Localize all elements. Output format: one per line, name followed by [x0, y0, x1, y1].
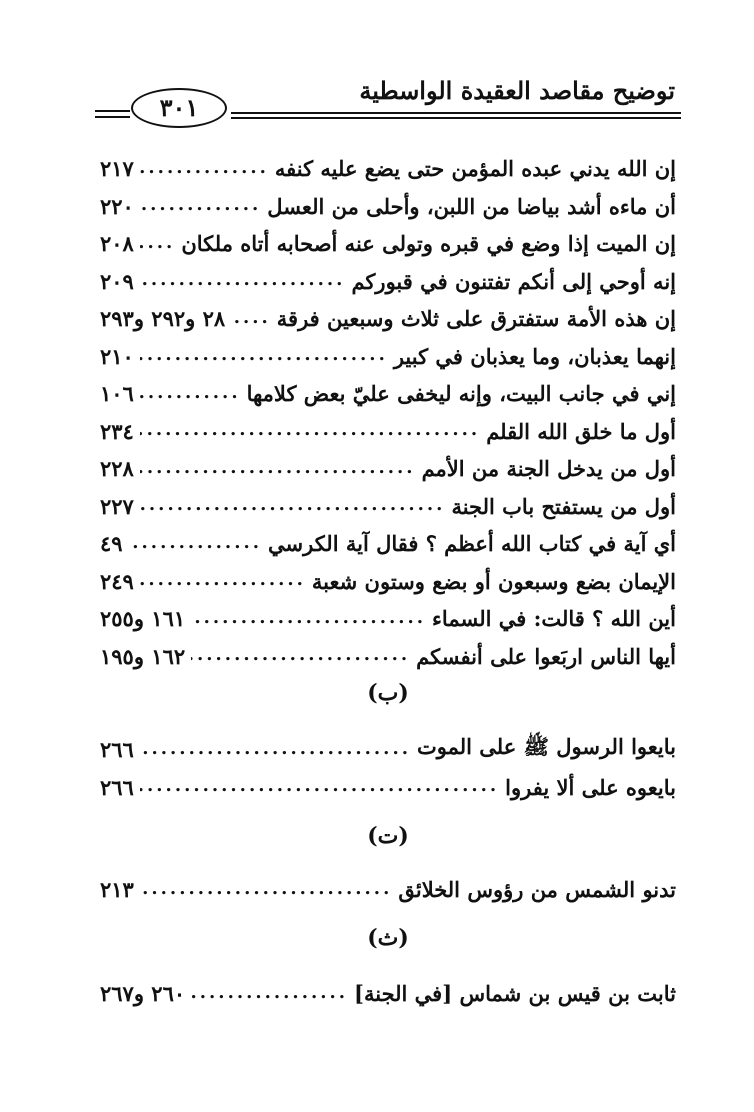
index-entry	[100, 525, 676, 563]
header-rule	[95, 110, 130, 112]
leader-dots	[191, 605, 426, 633]
entry-text: إنهما يعذبان، وما يعذبان في كبير	[393, 343, 676, 369]
index-entry	[100, 263, 676, 301]
entry-page: ٢١٣	[100, 877, 134, 903]
index-entry	[100, 871, 676, 909]
entry-page: ٢١٠	[100, 343, 134, 369]
entry-text: بايعوه على ألا يفروا	[505, 774, 676, 800]
index-entry	[100, 975, 676, 1013]
leader-dots	[140, 417, 480, 445]
leader-dots	[129, 530, 262, 558]
section-heading-ba: (ب)	[367, 680, 409, 706]
index-entry	[100, 150, 676, 188]
leader-dots	[140, 192, 261, 220]
entry-page: ٢٦٠ و٢٦٧	[100, 981, 186, 1007]
index-entry	[100, 188, 676, 226]
entry-text: أول من يدخل الجنة من الأمم	[421, 456, 676, 482]
entry-page: ١٠٦	[100, 381, 134, 407]
entry-page: ٢١٧	[100, 156, 134, 182]
entry-text: الإيمان بضع وسبعون أو بضع وستون شعبة	[311, 568, 676, 594]
entry-text: أول من يستفتح باب الجنة	[451, 493, 676, 519]
index-entry	[100, 225, 676, 263]
leader-dots	[191, 980, 348, 1008]
page-number: ٣٠١	[131, 88, 227, 128]
index-entry	[100, 638, 676, 676]
entry-page: ٢٠٨	[100, 231, 134, 257]
running-title: توضيح مقاصد العقيدة الواسطية	[359, 76, 675, 105]
index-entry	[100, 338, 676, 376]
index-list-tha	[100, 975, 676, 1013]
index-entry	[100, 300, 676, 338]
index-entry	[100, 450, 676, 488]
entry-text: إن الله يدني عبده المؤمن حتى يضع عليه كنفه	[274, 156, 676, 182]
entry-page: ٤٩	[100, 531, 123, 557]
index-list-alif	[100, 150, 676, 675]
index-entry	[100, 769, 676, 807]
entry-page: ٢٢٧	[100, 493, 134, 519]
section-heading-tha: (ث)	[367, 925, 409, 951]
index-entry	[100, 413, 676, 451]
entry-page: ١٦١ و٢٥٥	[100, 606, 186, 632]
index-list-ba	[100, 731, 676, 806]
index-entry	[100, 488, 676, 526]
entry-page: ٢٦٦	[100, 737, 134, 763]
entry-text: أي آية في كتاب الله أعظم ؟ فقال آية الكرسي	[268, 531, 676, 557]
entry-text: ثابت بن قيس بن شماس [في الجنة]	[354, 981, 676, 1007]
leader-dots	[140, 155, 269, 183]
section-heading-ta: (ت)	[367, 823, 409, 849]
entry-page: ٢٢٨	[100, 456, 134, 482]
leader-dots	[140, 380, 241, 408]
index-entry	[100, 375, 676, 413]
leader-dots	[140, 773, 499, 801]
entry-page: ٢٣٤	[100, 418, 134, 444]
entry-page: ٢٨ و٢٩٢ و٢٩٣	[100, 306, 226, 332]
leader-dots	[140, 567, 306, 595]
entry-page: ٢٢٠	[100, 193, 134, 219]
page-header	[95, 70, 681, 130]
leader-dots	[140, 492, 446, 520]
leader-dots	[140, 455, 416, 483]
entry-page: ٢٠٩	[100, 268, 134, 294]
leader-dots	[140, 230, 175, 258]
entry-text: أين الله ؟ قالت: في السماء	[432, 606, 676, 632]
leader-dots	[231, 305, 271, 333]
leader-dots	[140, 342, 388, 370]
entry-text: بايعوا الرسول ﷺ على الموت	[416, 734, 676, 760]
index-list-ta	[100, 871, 676, 909]
leader-dots	[140, 736, 411, 764]
entry-text: إني في جانب البيت، وإنه ليخفى عليّ بعض كلامها	[246, 381, 676, 407]
entry-text: إن الميت إذا وضع في قبره وتولى عنه أصحابه أتاه ملكان	[181, 231, 676, 257]
leader-dots	[140, 267, 346, 295]
entry-text: إن هذه الأمة ستفترق على ثلاث وسبعين فرقة	[276, 306, 676, 332]
header-rule	[231, 112, 681, 114]
entry-text: أن ماءه أشد بياضا من اللبن، وأحلى من العسل	[267, 193, 676, 219]
entry-text: أول ما خلق الله القلم	[486, 418, 676, 444]
leader-dots	[140, 876, 393, 904]
entry-text: أيها الناس اربَعوا على أنفسكم	[416, 643, 676, 669]
entry-text: إنه أوحي إلى أنكم تفتنون في قبوركم	[351, 268, 676, 294]
entry-text: تدنو الشمس من رؤوس الخلائق	[398, 877, 676, 903]
header-rule	[95, 116, 130, 118]
index-entry	[100, 563, 676, 601]
entry-page: ٢٤٩	[100, 568, 134, 594]
index-entry	[100, 731, 676, 769]
leader-dots	[191, 642, 410, 670]
entry-page: ٢٦٦	[100, 774, 134, 800]
index-entry	[100, 600, 676, 638]
header-rule	[231, 117, 681, 119]
entry-page: ١٦٢ و١٩٥	[100, 643, 186, 669]
